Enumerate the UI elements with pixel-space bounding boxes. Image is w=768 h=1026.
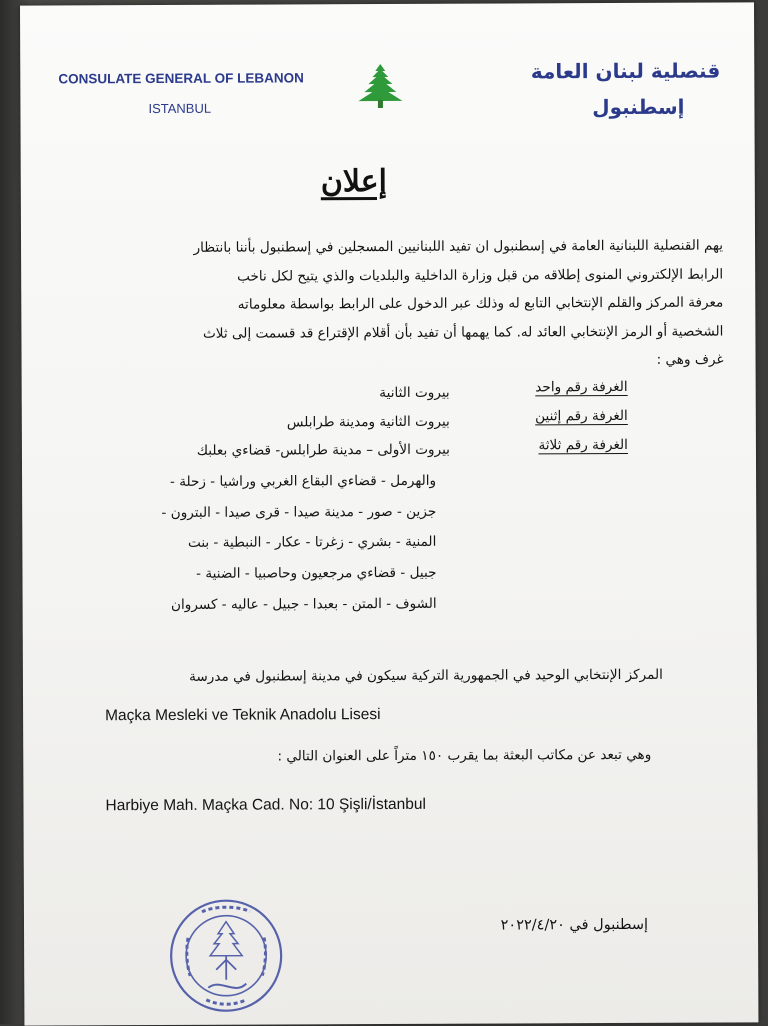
- room-1-label: الغرفة رقم واحد: [535, 378, 628, 396]
- intro-line-3: معرفة المركز والقلم الإنتخابي التابع له وذلك عبر الدخول على الرابط بواسطة معلوماته: [237, 294, 724, 313]
- center-line: المركز الإنتخابي الوحيد في الجمهورية التركية سيكون في مدينة إسطنبول في مدرسة: [189, 666, 663, 685]
- room-3-line-5: جبيل - قضاءي مرجعيون وحاصبيا - الضنية -: [196, 564, 437, 582]
- document-page: [20, 2, 758, 1025]
- consulate-seal-icon: [168, 897, 285, 1014]
- room-3-line-2: والهرمل - قضاءي البقاع الغربي وراشيا - زحلة -: [169, 472, 437, 490]
- date-line: إسطنبول في ٢٠٢٢/٤/٢٠: [500, 916, 649, 934]
- city-name-ar: إسطنبول: [592, 94, 685, 120]
- intro-line-1: يهم القنصلية اللبنانية العامة في إسطنبول ان تفيد اللبنانيين المسجلين في إسطنبول بأننا بانتظار: [193, 237, 724, 256]
- intro-line-5: غرف وهي :: [656, 351, 724, 368]
- consulate-name-en: CONSULATE GENERAL OF LEBANON: [58, 70, 304, 87]
- cedar-tree-icon: [350, 62, 410, 112]
- consulate-name-ar: قنصلية لبنان العامة: [530, 58, 721, 84]
- room-3-line-3: جزين - صور - مدينة صيدا - قرى صيدا - البترون -: [161, 503, 437, 521]
- school-name: Maçka Mesleki ve Teknik Anadolu Lisesi: [105, 706, 381, 725]
- city-name-en: ISTANBUL: [148, 100, 212, 117]
- intro-line-2: الرابط الإلكتروني المنوى إطلاقه من قبل وزارة الداخلية والبلديات والذي يتيح لكل ناخب: [237, 266, 724, 285]
- address: Harbiye Mah. Maçka Cad. No: 10 Şişli/İstanbul: [105, 795, 427, 815]
- room-2-label: الغرفة رقم إثنين: [535, 407, 628, 425]
- room-1-value: بيروت الثانية: [379, 384, 450, 402]
- page-title: إعلان: [320, 164, 388, 200]
- room-2-value: بيروت الثانية ومدينة طرابلس: [286, 413, 450, 431]
- room-3-line-6: الشوف - المتن - بعبدا - جبيل - عاليه - كسروان: [170, 595, 437, 613]
- intro-line-4: الشخصية أو الرمز الإنتخابي العائد له. كما يهمها أن تفيد بأن أقلام الإقتراع قد قسمت إلى ثلاث: [202, 323, 724, 342]
- room-3-label: الغرفة رقم ثلاثة: [538, 436, 628, 454]
- distance-line: وهي تبعد عن مكاتب البعثة بما يقرب ١٥٠ متراً على العنوان التالي :: [277, 746, 652, 765]
- room-3-value: بيروت الأولى – مدينة طرابلس- قضاءي بعلبك: [196, 441, 450, 459]
- room-3-line-4: المنية - بشري - زغرتا - عكار - النبطية - بنت: [187, 533, 437, 551]
